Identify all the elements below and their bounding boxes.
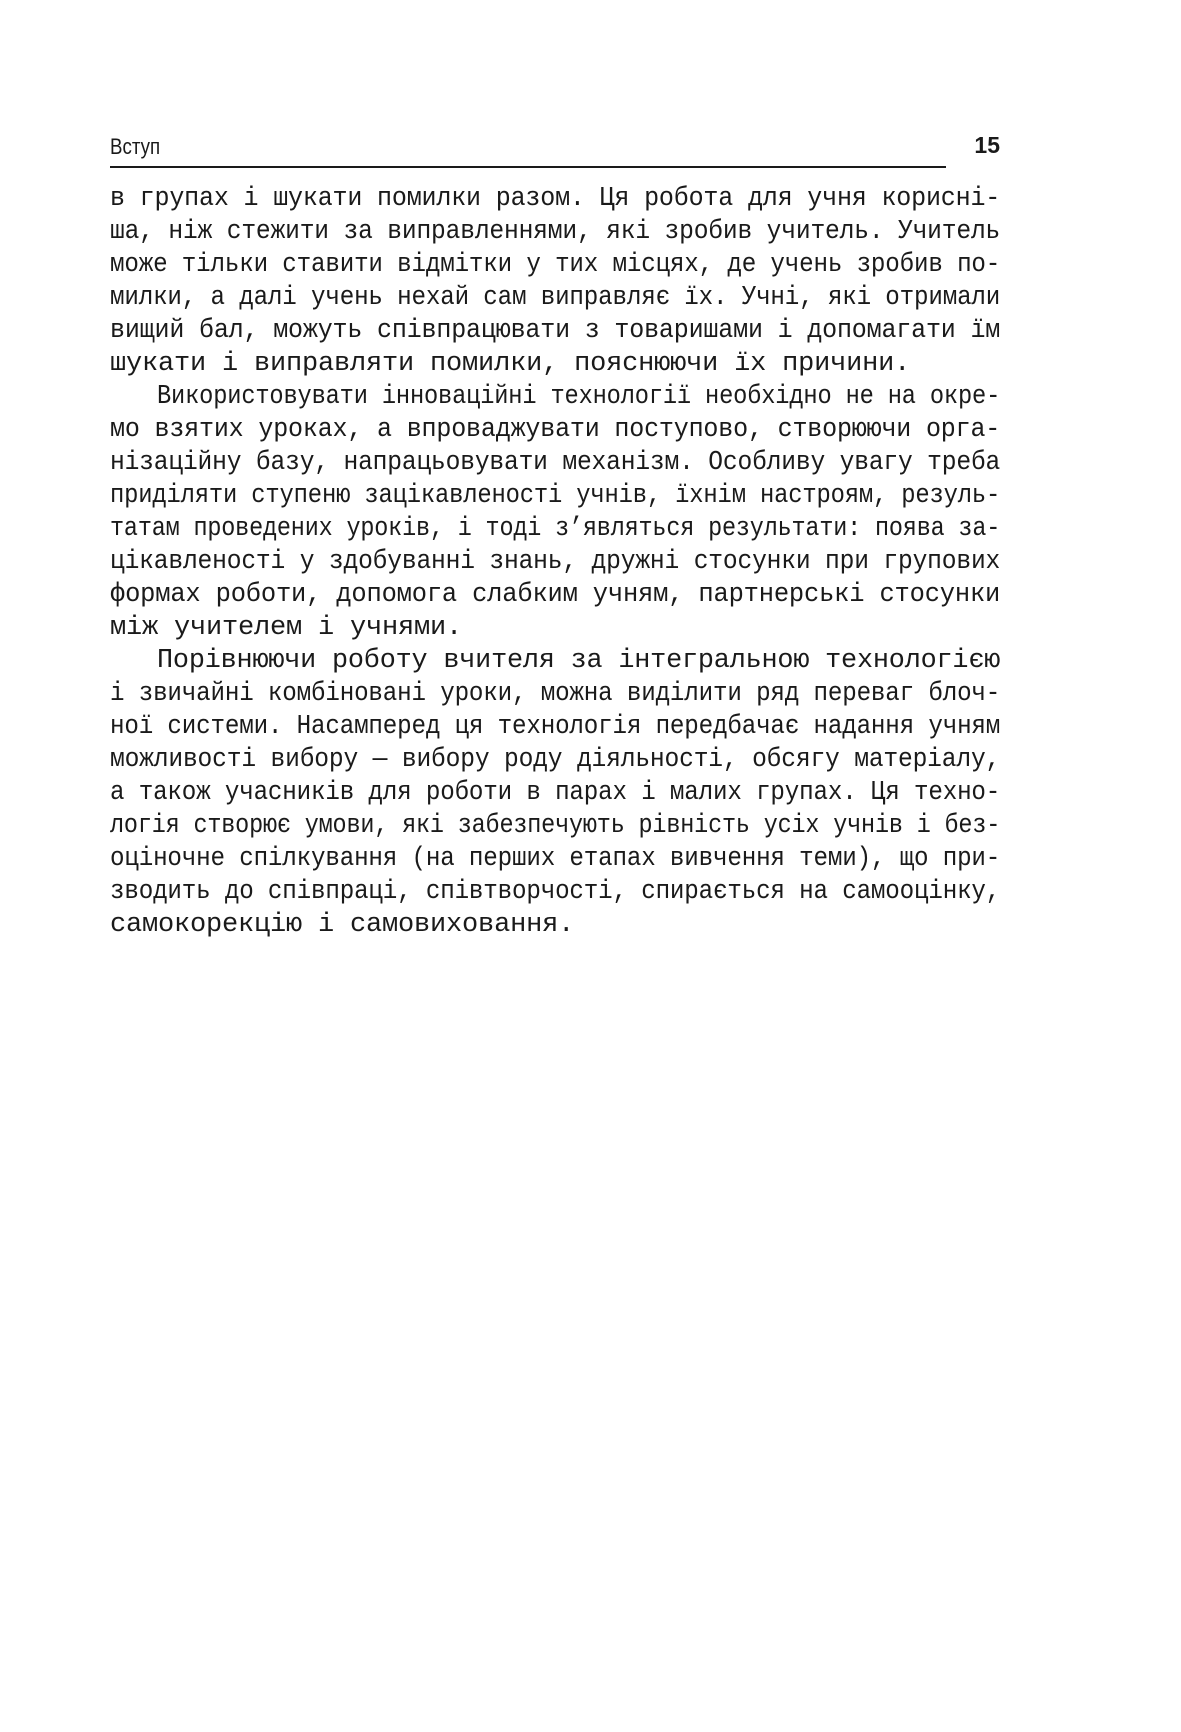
text-line-content: логія створює умови, які забезпечують рівність усіх учнів і без- bbox=[110, 811, 1000, 841]
text-line-content: може тільки ставити відмітки у тих місцях, де учень зробив по- bbox=[110, 250, 1000, 280]
text-line bbox=[110, 579, 1000, 612]
text-line-content: формах роботи, допомога слабким учням, партнерські стосунки bbox=[110, 580, 1000, 610]
text-line bbox=[110, 744, 1000, 777]
text-line bbox=[110, 711, 1000, 744]
text-line bbox=[110, 216, 1000, 249]
paragraph bbox=[110, 645, 1000, 942]
text-line-content: милки, а далі учень нехай сам виправляє їх. Учні, які отримали bbox=[110, 283, 1000, 313]
text-line-content: вищий бал, можуть співпрацювати з товаришами і допомагати їм bbox=[110, 316, 1000, 346]
running-head bbox=[110, 130, 1000, 170]
text-line bbox=[110, 381, 1000, 414]
text-line bbox=[110, 909, 1000, 942]
text-line-content: татам проведених уроків, і тоді з’являться результати: поява за- bbox=[110, 514, 1000, 544]
text-line-content: нізаційну базу, напрацьовувати механізм. Особливу увагу треба bbox=[110, 448, 1000, 478]
paragraph bbox=[110, 381, 1000, 645]
text-line-content: Використовувати інноваційні технології необхідно не на окре- bbox=[157, 382, 1000, 412]
body-text bbox=[110, 183, 1000, 942]
text-line bbox=[110, 777, 1000, 810]
text-line-content: між учителем і учнями. bbox=[110, 613, 463, 643]
text-line bbox=[110, 546, 1000, 579]
text-line bbox=[110, 315, 1000, 348]
text-line-content: цікавленості у здобуванні знань, дружні стосунки при групових bbox=[110, 547, 1000, 577]
text-line bbox=[110, 678, 1000, 711]
header-rule bbox=[110, 166, 946, 168]
section-title: Вступ bbox=[110, 134, 161, 159]
text-line-content: можливості вибору — вибору роду діяльності, обсягу матеріалу, bbox=[110, 745, 1000, 775]
page-number: 15 bbox=[974, 132, 1000, 158]
text-line bbox=[110, 282, 1000, 315]
text-line bbox=[110, 810, 1000, 843]
text-line-content: ша, ніж стежити за виправленнями, які зробив учитель. Учитель bbox=[110, 217, 1000, 247]
text-line-content: зводить до співпраці, співтворчості, спирається на самооцінку, bbox=[110, 877, 1000, 907]
text-line bbox=[110, 876, 1000, 909]
text-line bbox=[110, 348, 1000, 381]
text-line-content: приділяти ступеню зацікавленості учнів, їхнім настроям, резуль- bbox=[110, 481, 1000, 511]
text-line bbox=[110, 513, 1000, 546]
text-line bbox=[110, 480, 1000, 513]
text-line bbox=[110, 249, 1000, 282]
text-line-content: шукати і виправляти помилки, пояснюючи їх причини. bbox=[110, 349, 911, 379]
text-line-content: в групах і шукати помилки разом. Ця робота для учня кориснi- bbox=[110, 184, 1000, 214]
text-line-content: самокорекцію і самовиховання. bbox=[110, 910, 575, 940]
text-line bbox=[110, 843, 1000, 876]
text-line bbox=[110, 414, 1000, 447]
text-line bbox=[110, 183, 1000, 216]
paragraph bbox=[110, 183, 1000, 381]
text-line-content: мо взятих уроках, а впроваджувати поступово, створюючи орга- bbox=[110, 415, 1000, 445]
text-line bbox=[110, 612, 1000, 645]
text-line-content: оціночне спілкування (на перших етапах вивчення теми), що при- bbox=[110, 844, 1000, 874]
text-line-content: і звичайні комбіновані уроки, можна виділити ряд переваг блоч- bbox=[110, 679, 1000, 709]
text-line-content: а також учасників для роботи в парах і малих групах. Ця техно- bbox=[110, 778, 1000, 808]
text-line-content: Порівнюючи роботу вчителя за інтегральною технологією bbox=[157, 646, 1000, 676]
text-line-content: ної системи. Насамперед ця технологія передбачає надання учням bbox=[110, 712, 1000, 742]
text-line bbox=[110, 447, 1000, 480]
text-line bbox=[110, 645, 1000, 678]
